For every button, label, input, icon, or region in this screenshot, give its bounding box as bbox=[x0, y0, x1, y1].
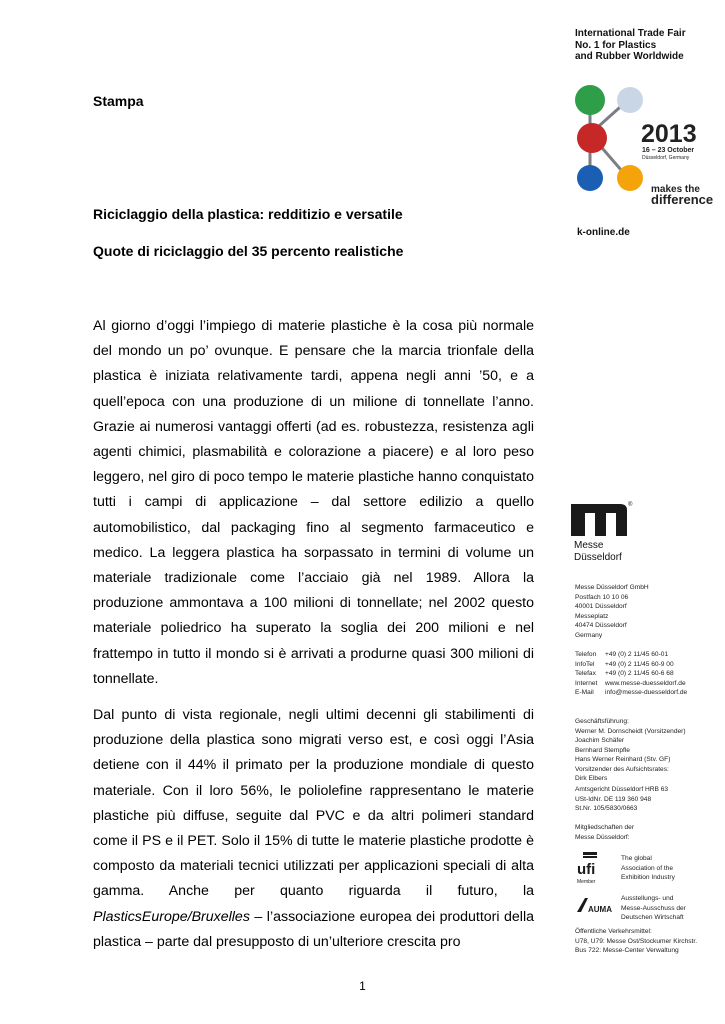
registry-line: USt-IdNr. DE 119 360 948 bbox=[575, 795, 652, 803]
registered-mark: ® bbox=[628, 502, 633, 508]
ufi-member-text: Member bbox=[577, 879, 596, 885]
green-ball-icon bbox=[575, 85, 605, 115]
management-line: Joachim Schäfer bbox=[575, 737, 625, 744]
auma-logo-text: AUMA bbox=[588, 905, 612, 914]
auma-description bbox=[621, 894, 686, 923]
contact-row bbox=[575, 669, 687, 679]
management-line: Vorsitzender des Aufsichtsrates: bbox=[575, 765, 669, 773]
contact-row bbox=[575, 679, 687, 689]
fair-header-line: International Trade Fair bbox=[575, 28, 686, 39]
ufi-logo bbox=[575, 852, 617, 886]
contact-key: E-Mail bbox=[575, 689, 594, 696]
fair-tagline-1: makes the bbox=[651, 184, 700, 195]
address-line: Messe Düsseldorf GmbH bbox=[575, 584, 649, 591]
company-address bbox=[575, 583, 649, 640]
paragraph-2-end: – l’associazione europea dei produttori della plastica – parte dal presupposto di un’ulteriore crescita pro bbox=[93, 908, 534, 950]
messe-duesseldorf-logo bbox=[570, 500, 634, 538]
fair-header-line: and Rubber Worldwide bbox=[575, 51, 684, 62]
fair-dates: 16 – 23 October bbox=[642, 147, 695, 154]
fair-city: Düsseldorf, Germany bbox=[642, 155, 690, 161]
management-line: Bernhard Stempfle bbox=[575, 746, 630, 754]
light-blue-ball-icon bbox=[617, 87, 643, 113]
body-paragraph-2 bbox=[93, 703, 534, 955]
document-title: Riciclaggio della plastica: redditizio e versatile bbox=[93, 206, 403, 222]
contact-value: +49 (0) 2 11/45 60-6 68 bbox=[605, 670, 674, 677]
registry-line: St.Nr. 105/5830/0663 bbox=[575, 805, 638, 812]
address-line: 40474 Düsseldorf bbox=[575, 622, 627, 629]
orange-ball-icon bbox=[617, 165, 643, 191]
body-paragraph-1: Al giorno d’oggi l’impiego di materie plastiche è la cosa più normale del mondo un po’ ovunque. E pensare che la marcia trionfale della plastica è iniziata relativamente tardi, appena negli anni ’50, e a quell’epoca con una produzione di un milione di tonnellate l’anno. Grazie ai numerosi vantaggi offerti (ad es. robustezza, resistenza agli agenti chimici, plasmabilità e colorazione a piacere) e al loro peso leggero, nel giro di poco tempo le materie plastiche hanno conquistato tutti i campi di applicazione – dal settore edilizio a quello automobilistico, dal packaging fino al segmento farmaceutico e medico. La leggera plastica ha sorpassato in termini di volume un materiale tradizionale come l’acciaio già nel 1989. Allora la produzione ammontava a 100 milioni di tonnellate; nel 2002 questo materiale poliedrico ha superato la soglia dei 200 milioni e nel frattempo in tutto il mondo si è arrivati a produrne quasi 300 milioni di tonnellate. bbox=[93, 318, 534, 687]
contact-value: info@messe-duesseldorf.de bbox=[605, 689, 688, 696]
ufi-description-line: Association of the bbox=[621, 864, 674, 872]
fair-header-line: No. 1 for Plastics bbox=[575, 39, 657, 51]
memberships-line: Messe Düsseldorf: bbox=[575, 833, 630, 841]
document-subtitle: Quote di riciclaggio del 35 percento realistiche bbox=[93, 243, 404, 259]
management-line: Geschäftsführung: bbox=[575, 718, 629, 725]
auma-description-line: Ausstellungs- und bbox=[621, 895, 674, 902]
messe-name-line: Messe bbox=[574, 540, 604, 551]
fair-tagline-2: difference bbox=[651, 192, 714, 207]
contact-value: www.messe-duesseldorf.de bbox=[605, 679, 686, 687]
auma-description-line: Deutschen Wirtschaft bbox=[621, 914, 684, 921]
contact-key: Telefax bbox=[575, 670, 596, 677]
contact-row bbox=[575, 650, 687, 660]
ufi-description-line: Exhibition Industry bbox=[621, 874, 675, 881]
auma-description-line: Messe-Ausschuss der bbox=[621, 904, 686, 912]
paragraph-2-start: Dal punto di vista regionale, negli ultimi decenni gli stabilimenti di produzione della plastica sono migrati verso est, e così oggi l’Asia detiene con il 44% il primato per la produzione mondiale di questo materiale. Con il loro 56%, le poliolefine rappresentano le materie plastiche più diffuse, seguite dal PVC e da altri polimeri standard come il PS e il PET. Solo il 15% di tutte le materie plastiche prodotte è composto da materiali tecnici utilizzati per applicazioni speciali di alta gamma. Anche per quanto riguarda il futuro, la bbox=[93, 707, 534, 900]
memberships-line: Mitgliedschaften der bbox=[575, 824, 635, 831]
memberships-heading bbox=[575, 823, 634, 842]
contact-key: InfoTel bbox=[575, 660, 595, 668]
contact-details bbox=[575, 650, 687, 698]
address-line: Postfach 10 10 06 bbox=[575, 593, 629, 601]
management-line: Dirk Elbers bbox=[575, 775, 608, 782]
fair-website: k-online.de bbox=[577, 227, 630, 238]
fair-header bbox=[575, 28, 686, 63]
fair-year: 2013 bbox=[641, 120, 697, 148]
messe-name-line: Düsseldorf bbox=[574, 552, 622, 563]
transport-line: U78, U79: Messe Ost/Stockumer Kirchstr. bbox=[575, 937, 698, 945]
document-label: Stampa bbox=[93, 93, 144, 109]
registry-line: Amtsgericht Düsseldorf HRB 63 bbox=[575, 786, 669, 793]
public-transport bbox=[575, 927, 697, 956]
k-fair-logo bbox=[568, 82, 714, 212]
contact-row bbox=[575, 660, 687, 670]
management-board bbox=[575, 717, 686, 784]
page-number: 1 bbox=[359, 979, 366, 993]
red-ball-icon bbox=[577, 123, 607, 153]
registry-info bbox=[575, 785, 668, 814]
auma-logo bbox=[575, 896, 619, 916]
address-line: Germany bbox=[575, 631, 603, 639]
address-line: Messeplatz bbox=[575, 612, 609, 620]
contact-key: Telefon bbox=[575, 651, 597, 658]
management-line: Hans Werner Reinhard (Stv. GF) bbox=[575, 756, 671, 763]
ufi-logo-text: ufi bbox=[577, 861, 596, 878]
management-line: Werner M. Dornscheidt (Vorsitzender) bbox=[575, 727, 686, 735]
transport-line: Bus 722: Messe-Center Verwaltung bbox=[575, 947, 679, 954]
organization-name: PlasticsEurope/Bruxelles bbox=[93, 908, 250, 925]
contact-value: +49 (0) 2 11/45 60-01 bbox=[605, 651, 669, 658]
ufi-description-line: The global bbox=[621, 855, 652, 862]
messe-name bbox=[574, 540, 622, 564]
contact-value: +49 (0) 2 11/45 60-9 00 bbox=[605, 660, 674, 668]
ufi-description bbox=[621, 854, 675, 883]
contact-key: Internet bbox=[575, 679, 598, 687]
transport-line: Öffentliche Verkehrsmittel: bbox=[575, 928, 652, 935]
address-line: 40001 Düsseldorf bbox=[575, 603, 627, 610]
contact-row bbox=[575, 688, 687, 698]
blue-ball-icon bbox=[577, 165, 603, 191]
